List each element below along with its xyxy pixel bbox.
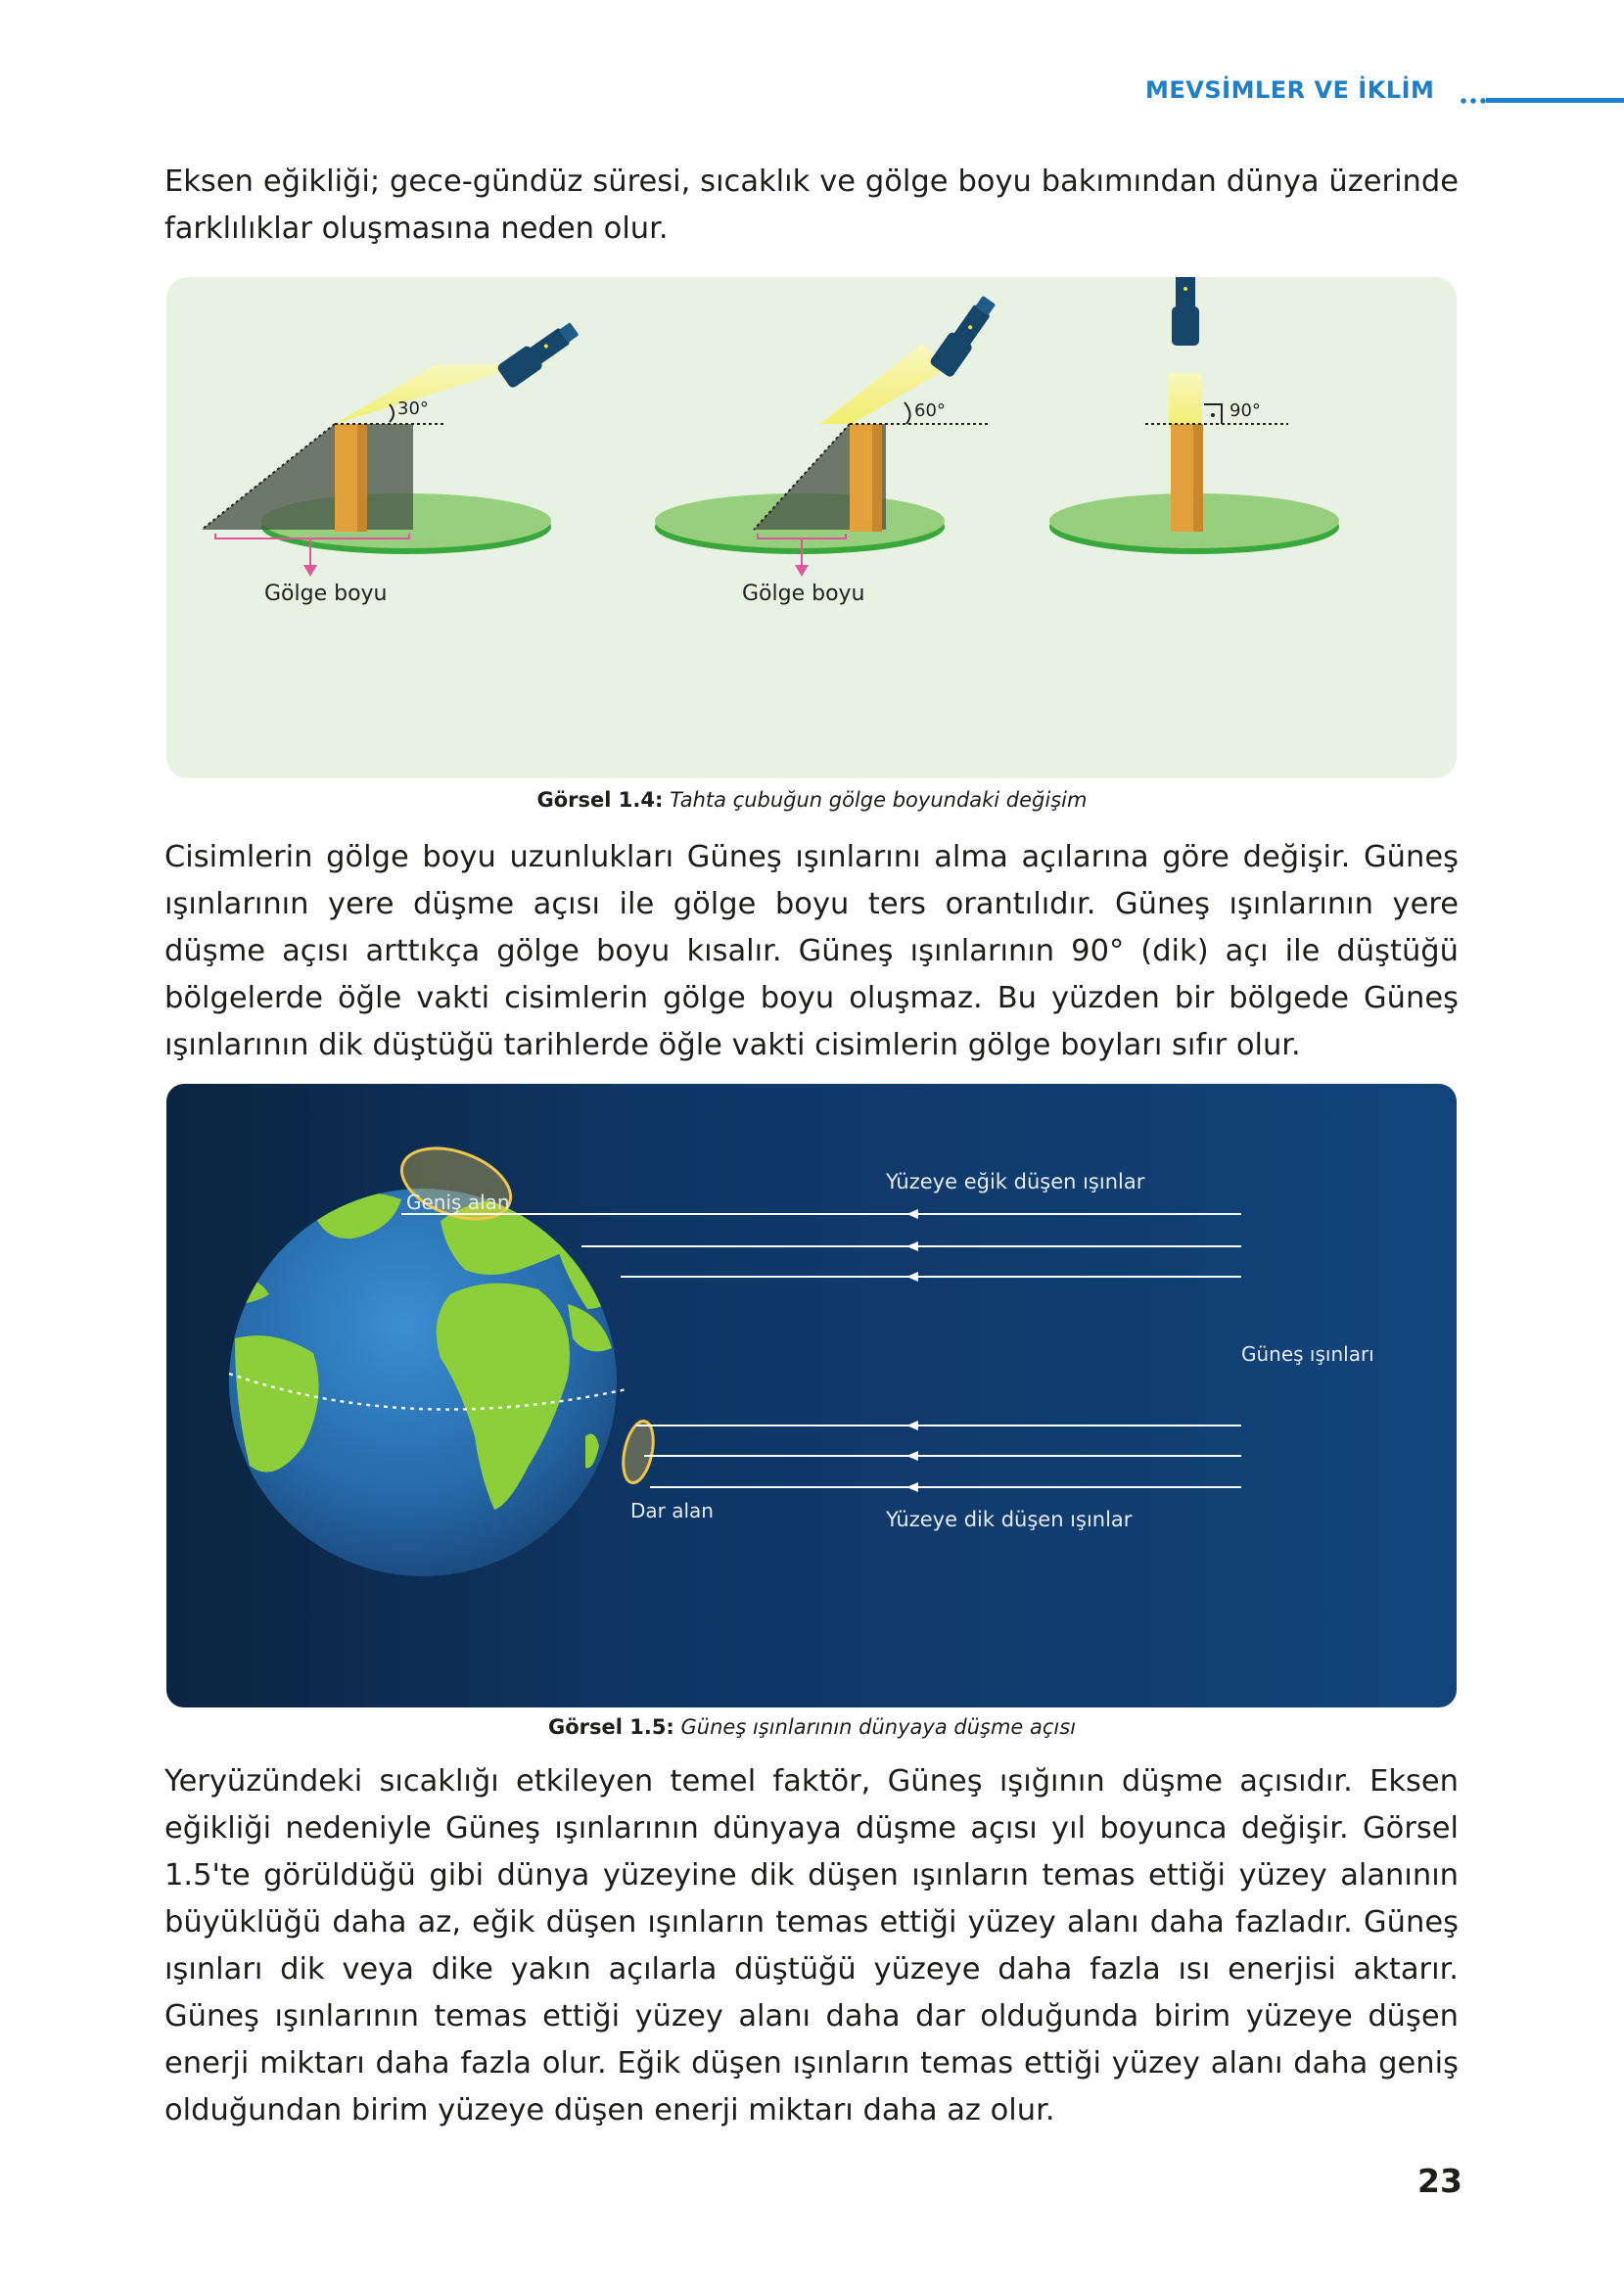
earth-illustration bbox=[166, 1084, 1457, 1707]
angle-label-60: 60° bbox=[914, 400, 946, 421]
flashlight-2 bbox=[929, 292, 1000, 378]
caption-text: Güneş ışınlarının dünyaya düşme açısı bbox=[680, 1715, 1077, 1739]
paragraph-temperature: Yeryüzündeki sıcaklığı etkileyen temel faktör, Güneş ışığının düşme açısıdır. Eksen eğikliği nedeniyle Güneş ışınlarının dünyaya düşme açısı yıl boyunca değişir. Görsel 1.5'te görüldüğü gibi dünya yüzeyine dik düşen ışınların temas ettiği yüzey alanının büyüklüğü daha az, eğik düşen ışınların temas ettiği yüzey alanı daha fazladır. Güneş ışınları dik veya dike yakın açılarla düştüğü yüzeye daha fazla ısı enerjisi aktarır. Güneş ışınlarının temas ettiği yüzey alanı daha dar olduğunda birim yüzeye düşen enerji miktarı daha fazla olur. Eğik düşen ışınların temas ettiği yüzey alanı daha geniş olduğundan birim yüzeye düşen enerji miktarı daha az olur. bbox=[164, 1764, 1459, 2127]
angle-label-90: 90° bbox=[1230, 400, 1261, 421]
flashlight-3 bbox=[1172, 277, 1199, 346]
perpendicular-rays bbox=[636, 1426, 1241, 1487]
scene-90-degrees bbox=[1049, 277, 1339, 554]
caption-label: Görsel 1.4: bbox=[536, 788, 664, 812]
shadow-label-2: Gölge boyu bbox=[742, 582, 865, 606]
narrow-area-highlight bbox=[619, 1419, 659, 1485]
shadow-label-1: Gölge boyu bbox=[264, 582, 388, 606]
label-narrow-area: Dar alan bbox=[630, 1499, 714, 1522]
figure-1-caption bbox=[0, 788, 1624, 812]
angle-label-30: 30° bbox=[397, 398, 429, 419]
section-title: MEVSİMLER VE İKLİM bbox=[1145, 76, 1435, 104]
paragraph-shadow: Cisimlerin gölge boyu uzunlukları Güneş ışınlarını alma açılarına göre değişir. Güneş ışınlarının yere düşme açısı ile gölge boyu ters orantılıdır. Güneş ışınlarının yere düşme açısı arttıkça gölge boyu kısalır. Güneş ışınlarının 90° (dik) açı ile düştüğü bölgelerde öğle vakti cisimlerin gölge boyu oluşmaz. Bu yüzden bir bölgede Güneş ışınlarının dik düştüğü tarihlerde öğle vakti cisimlerin gölge boyları sıfır olur. bbox=[164, 840, 1459, 1062]
scene-60-degrees bbox=[655, 292, 1000, 606]
shadow-illustration bbox=[166, 277, 1457, 778]
light-beam-3 bbox=[1169, 373, 1202, 428]
paragraph-intro: Eksen eğikliği; gece-gündüz süresi, sıcaklık ve gölge boyu bakımından dünya üzerinde farklılıklar oluşmasına neden olur. bbox=[164, 164, 1459, 246]
label-sun-rays: Güneş ışınları bbox=[1241, 1342, 1374, 1366]
flashlight-1 bbox=[496, 317, 582, 389]
figure-shadow-length bbox=[166, 277, 1457, 778]
figure-sun-angle bbox=[166, 1084, 1457, 1707]
scene-30-degrees bbox=[202, 317, 582, 606]
caption-label: Görsel 1.5: bbox=[547, 1715, 674, 1739]
shadow-1 bbox=[202, 424, 413, 530]
figure-2-caption bbox=[0, 1715, 1624, 1739]
header-dots bbox=[1459, 98, 1488, 104]
page-number: 23 bbox=[1417, 2162, 1462, 2200]
header-rule bbox=[1486, 98, 1624, 103]
label-wide-area: Geniş alan bbox=[406, 1191, 510, 1214]
label-perpendicular-rays: Yüzeye dik düşen ışınlar bbox=[886, 1508, 1133, 1531]
label-oblique-rays: Yüzeye eğik düşen ışınlar bbox=[886, 1170, 1145, 1193]
caption-text: Tahta çubuğun gölge boyundaki değişim bbox=[670, 788, 1088, 812]
